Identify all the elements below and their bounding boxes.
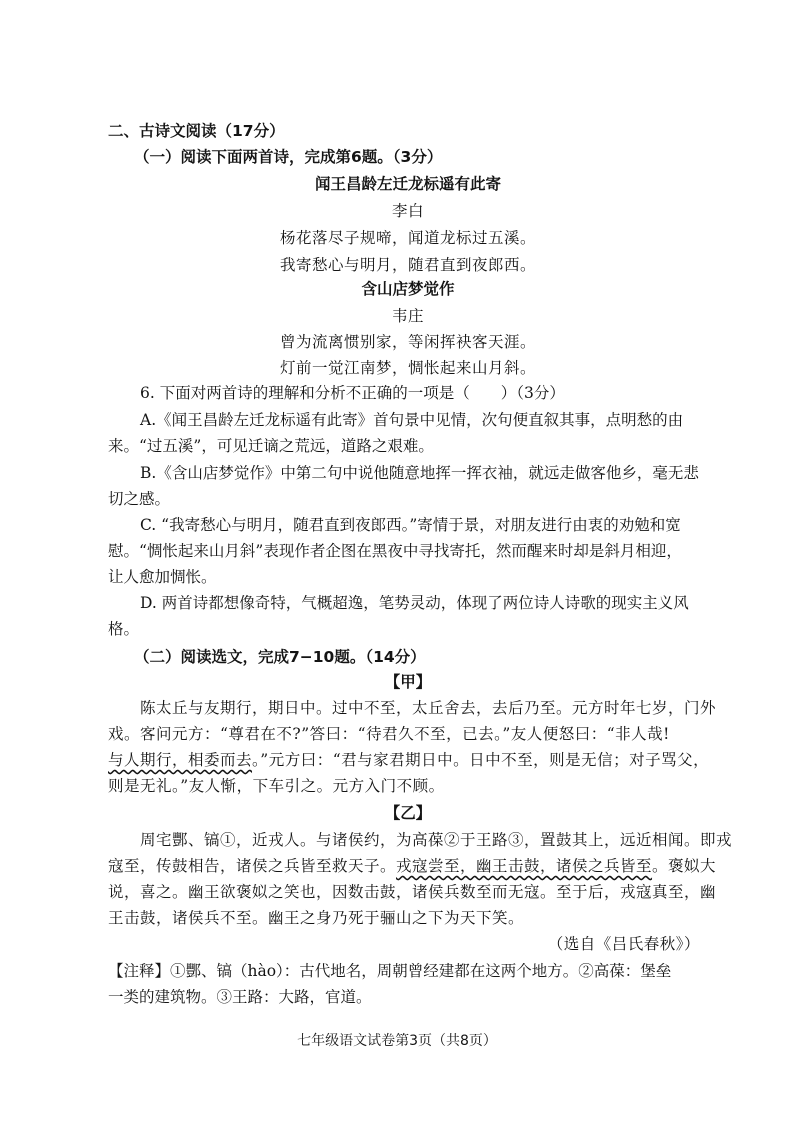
option-c-cont: 让人愈加惆怅。: [108, 568, 217, 586]
option-b-cont: 切之感。: [108, 490, 171, 508]
passage-yi-label: 【乙】: [384, 804, 432, 822]
underlined-sentence: 戎寇尝至，幽王击鼓，诸侯之兵皆至: [396, 857, 653, 875]
poem2-line: 曾为流离惯别家，等闲挥袂客天涯。: [279, 333, 536, 351]
poem1-line: 杨花落尽子规啼，闻道龙标过五溪。: [279, 229, 536, 247]
passage-yi-line: 王击鼓，诸侯兵不至。幽王之身乃死于骊山之下为天下笑。: [108, 909, 525, 927]
part1-instruction: （一）阅读下面两首诗，完成第6题。（3分）: [134, 148, 443, 166]
poem2-title: 含山店梦觉作: [361, 280, 455, 298]
passage-jia-line: 戏。客问元方：“尊君在不?”答曰：“待君久不至，已去。”友人便怒曰：“非人哉!: [108, 725, 670, 743]
annotation-line: 【注释】①酆、镐（hào）：古代地名，周朝曾经建都在这两个地方。②高葆：堡垒: [108, 962, 672, 980]
option-b: B.《含山店梦觉作》中第二句中说他随意地挥一挥衣袖，就远走做客他乡，毫无悲: [140, 464, 699, 482]
passage-jia-label: 【甲】: [384, 673, 432, 691]
part2-instruction: （二）阅读选文，完成7−10题。（14分）: [134, 648, 426, 666]
option-a: A.《闻王昌龄左迁龙标遥有此寄》首句景中见情，次句便直叙其事，点明愁的由: [140, 411, 684, 429]
poem2-line: 灯前一觉江南梦，惆怅起来山月斜。: [279, 359, 536, 377]
passage-source: （选自《吕氏春秋》）: [547, 935, 700, 953]
passage-yi-line: 周宅酆、镐①，近戎人。与诸侯约，为高葆②于王路③，置鼓其上，远近相闻。即戎: [140, 831, 733, 849]
option-d: D. 两首诗都想像奇特，气概超逸，笔势灵动，体现了两位诗人诗歌的现实主义风: [140, 594, 689, 612]
passage-jia-line: 则是无礼。”友人惭，下车引之。元方入门不顾。: [108, 777, 445, 795]
option-d-cont: 格。: [108, 620, 140, 638]
annotation-line: 一类的建筑物。③王路：大路，官道。: [108, 988, 372, 1006]
passage-yi-line: 说，喜之。幽王欲褒姒之笑也，因数击鼓，诸侯兵数至而无寇。至于后，戎寇真至，幽: [108, 883, 717, 901]
option-a-cont: 来。“过五溪”，可见迁谪之荒远，道路之艰难。: [108, 437, 434, 455]
page-footer: 七年级语文试卷第3页（共8页）: [297, 1033, 497, 1049]
option-c: C. “我寄愁心与明月，随君直到夜郎西。”寄情于景，对朋友进行由衷的劝勉和宽: [140, 516, 681, 534]
poem2-author: 韦庄: [391, 307, 424, 325]
section-title: 二、古诗文阅读（17分）: [108, 122, 285, 140]
passage-yi-line: 寇至，传鼓相告，诸侯之兵皆至救天子。戎寇尝至，幽王击鼓，诸侯之兵皆至。褒姒大: [108, 857, 717, 875]
poem1-author: 李白: [391, 202, 424, 220]
poem1-title: 闻王昌龄左迁龙标遥有此寄: [314, 175, 501, 193]
passage-jia-line: 陈太丘与友期行，期日中。过中不至，太丘舍去，去后乃至。元方时年七岁，门外: [140, 699, 717, 717]
underlined-sentence: 与人期行，相委而去: [108, 751, 253, 769]
passage-jia-line: 与人期行，相委而去。”元方曰：“君与家君期日中。日中不至，则是无信；对子骂父，: [108, 751, 710, 769]
option-c-cont: 慰。“惆怅起来山月斜”表现作者企图在黑夜中寻找寄托，然而醒来时却是斜月相迎，: [108, 542, 682, 560]
poem1-line: 我寄愁心与明月，随君直到夜郎西。: [279, 256, 536, 274]
question-6-stem: 6. 下面对两首诗的理解和分析不正确的一项是（ ）（3分）: [140, 384, 565, 402]
